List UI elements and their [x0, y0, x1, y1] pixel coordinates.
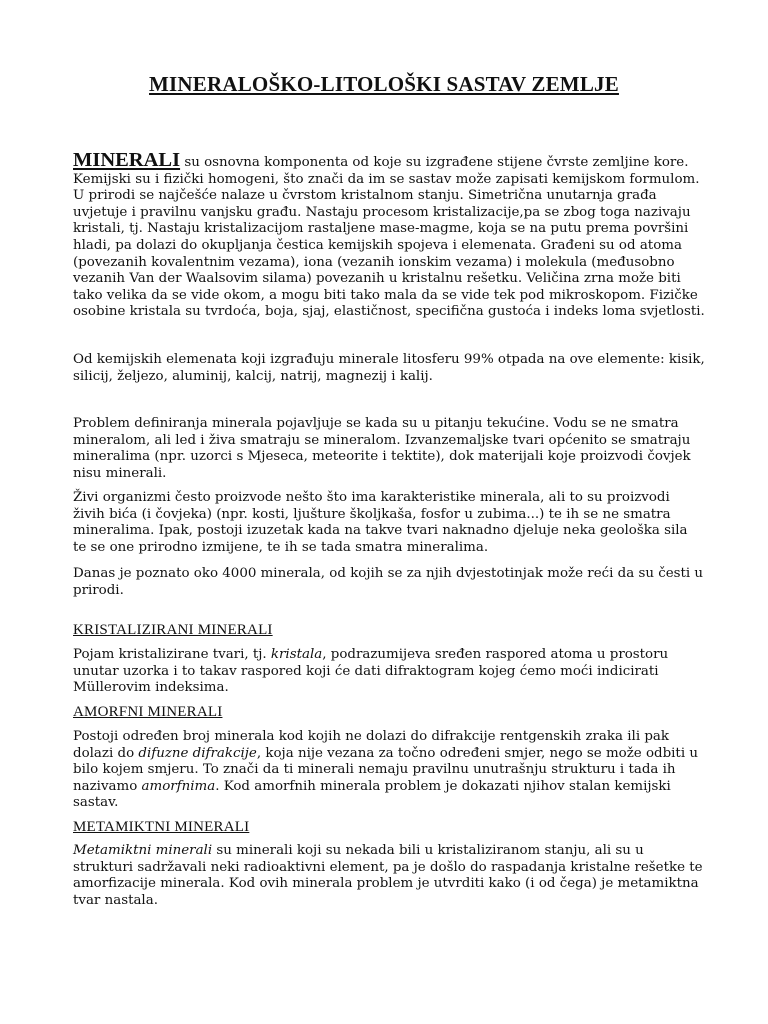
amorfni-text-a: Postoji određen broj minerala kod kojih ne dolazi do difrakcije rentgenskih zraka ili pak dolazi do: [73, 729, 670, 761]
amorfni-italic-term-2: amorfnima: [141, 778, 216, 794]
metamiktni-heading: METAMIKTNI MINERALI: [73, 819, 250, 835]
amorfni-paragraph: [73, 729, 705, 812]
minerali-intro-paragraph: [73, 149, 705, 321]
kristalizirani-text-a: Pojam kristalizirane tvari, tj.: [73, 647, 271, 662]
minerali-intro-text: su osnovna komponenta od koje su izgrađene stijene čvrste zemljine kore. Kemijski su i fizički homogeni, što znači da im se sastav može zapisati kemijskom formulom. U prirodi se najčešće nalaze u čvrstom kristalnom stanju. Simetrična unutarnja građa uvjetuje i pravilnu vanjsku građu. Nastaju procesom kristalizacije,pa se zbog toga nazivaju kristali, tj. Nastaju kristalizacijom rastaljene mase-magme, koja se na putu prema površini hladi, pa dolazi do okupljanja čestica kemijskih spojeva i elemenata. Građeni su od atoma (povezanih kovalentnim vezama), iona (vezanih ionskim vezama) i molekula (međusobno vezanih Van der Waalsovim silama) povezanih u kristalnu rešetku. Veličina zrna može biti tako velika da se vide okom, a mogu biti tako mala da se vide tek pod mikroskopom. Fizičke osobine kristala su tvrdoća, boja, sjaj, elastičnost, specifična gustoća i indeks loma svjetlosti.: [73, 155, 705, 320]
amorfni-italic-term-1: difuzne difrakcije: [138, 745, 257, 761]
kristalizirani-italic-term: kristala: [270, 647, 323, 662]
elements-paragraph: Od kemijskih elemenata koji izgrađuju minerale litosferu 99% otpada na ove elemente: kisik, silicij, željezo, aluminij, kalcij, natrij, magnezij i kalij.: [73, 352, 705, 384]
metamiktni-text: su minerali koji su nekada bili u kristaliziranom stanju, ali su u strukturi sadržavali neki radioaktivni element, pa je došlo do raspadanja kristalne rešetke te amorfizacije minerala. Kod ovih minerala problem je utvrditi kako (i od čega) je metamiktna tvar nastala.: [73, 843, 703, 908]
amorfni-text-c: . Kod amorfnih minerala problem je dokazati njihov stalan kemijski sastav.: [73, 778, 671, 811]
minerali-heading-word: MINERALI: [73, 149, 181, 171]
amorfni-text-b: , koja nije vezana za točno određeni smjer, nego se može odbiti u bilo kojem smjeru. To znači da ti minerali nemaju pravilnu unutrašnju strukturu i tada ih nazivamo: [73, 745, 698, 794]
living-organisms-paragraph: Živi organizmi često proizvode nešto što ima karakteristike minerala, ali to su proizvodi živih bića (i čovjeka) (npr. kosti, ljušture školjkaša, fosfor u zubima...) te ih se ne smatra mineralima. Ipak, postoji izuzetak kada na takve tvari naknadno djeluje neka geološka sila te se one prirodno izmijene, te ih se tada smatra mineralima.: [73, 490, 688, 555]
kristalizirani-paragraph: [73, 647, 705, 697]
metamiktni-paragraph: [73, 843, 705, 909]
metamiktni-italic-term: Metamiktni minerali: [73, 843, 213, 858]
kristalizirani-heading: KRISTALIZIRANI MINERALI: [73, 622, 273, 638]
page-title: MINERALOŠKO-LITOLOŠKI SASTAV ZEMLJE: [149, 72, 619, 96]
definition-problem-paragraph: Problem definiranja minerala pojavljuje se kada su u pitanju tekućine. Vodu se ne smatra mineralom, ali led i živa smatraju se mineralom. Izvanzemaljske tvari općenito se smatraju mineralima (npr. uzorci s Mjeseca, meteorite i tektite), dok materijali koje proizvodi čovjek nisu minerali.: [73, 416, 691, 481]
kristalizirani-text-b: , podrazumijeva sređen raspored atoma u prostoru unutar uzorka i to takav raspored koji će dati difraktogram kojeg ćemo moći indicirati Müllerovim indeksima.: [73, 647, 669, 696]
mineral-count-paragraph: Danas je poznato oko 4000 minerala, od kojih se za njih dvjestotinjak može reći da su česti u prirodi.: [73, 566, 704, 598]
amorfni-heading: AMORFNI MINERALI: [73, 704, 223, 720]
